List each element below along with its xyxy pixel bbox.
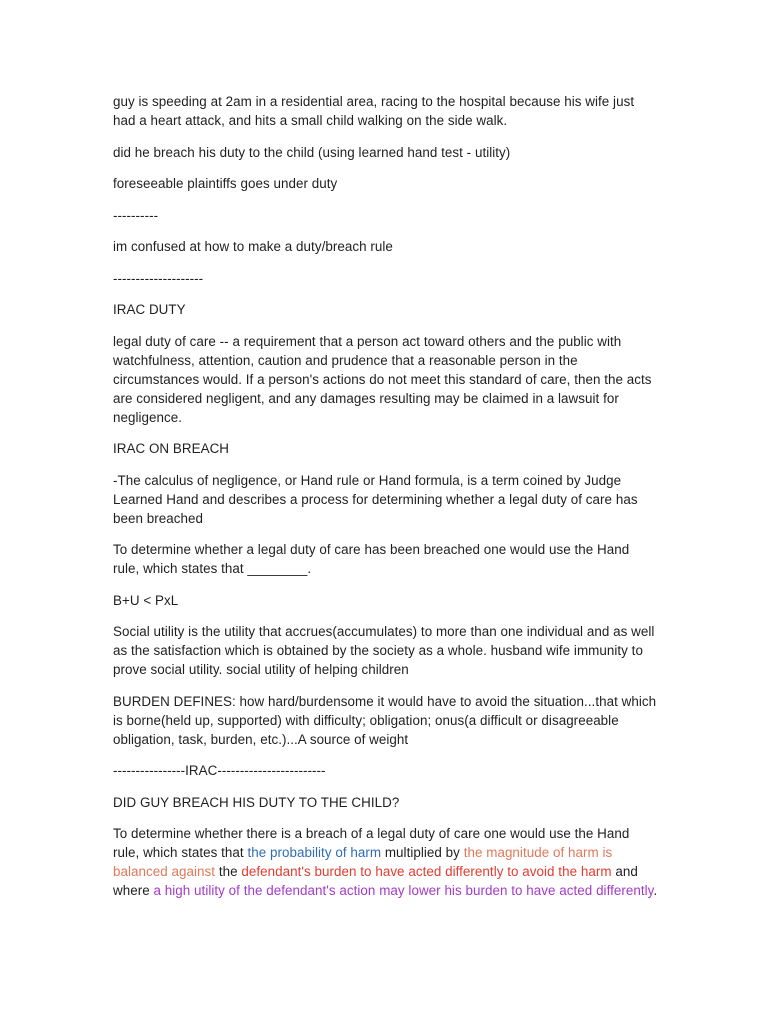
rule-probability-highlight: the probability of harm	[247, 845, 382, 860]
paragraph-confused: im confused at how to make a duty/breach rule	[113, 239, 393, 254]
paragraph-calculus: -The calculus of negligence, or Hand rule or Hand formula, is a term coined by Judge Learned Hand and describes a process for determining whether a legal duty of care has been breached	[113, 472, 638, 526]
rule-burden-highlight: defendant's burden to have acted differently to avoid the harm	[241, 864, 612, 879]
heading-irac-breach: IRAC ON BREACH	[113, 441, 230, 456]
formula: B+U < PxL	[113, 592, 179, 608]
paragraph-scenario: guy is speeding at 2am in a residential area, racing to the hospital because his wife just had a heart attack, and hits a small child walking on the side walk.	[113, 94, 635, 128]
rule-utility-highlight: a high utility of the defendant's action may lower his burden to have acted differently	[153, 883, 654, 898]
paragraph-social-utility: Social utility is the utility that accrues(accumulates) to more than one individual and as well as the satisfaction which is obtained by the society as a whole. husband wife immunity to prove social utility. social utility of helping children	[113, 624, 655, 677]
rule-text: To determine whether there is a breach of a legal duty of care one would use the Hand rule, which states that	[113, 826, 630, 860]
paragraph-hand-rule: To determine whether a legal duty of care has been breached one would use the Hand rule, which states that ________.	[113, 542, 630, 576]
rule-magnitude-highlight: the magnitude of harm is balanced against	[113, 845, 613, 879]
rule-text: and where	[113, 864, 638, 898]
paragraph-legal-duty: legal duty of care -- a requirement that a person act toward others and the public with watchfulness, attention, caution and prudence that a reasonable person in the circumstances would. If a person's actions do not meet this standard of care, then the acts are considered negligent, and any damages resulting may be claimed in a lawsuit for negligence.	[113, 333, 652, 425]
heading-irac-duty: IRAC DUTY	[113, 302, 186, 317]
rule-text: the	[215, 864, 242, 879]
paragraph-rule-statement	[113, 824, 658, 900]
rule-text: multiplied by	[381, 845, 464, 860]
heading-breach-question: DID GUY BREACH HIS DUTY TO THE CHILD?	[113, 794, 400, 810]
separator: --------------------	[113, 270, 204, 286]
paragraph-question: did he breach his duty to the child (using learned hand test - utility)	[113, 144, 511, 160]
separator-irac: ----------------IRAC------------------------	[113, 763, 326, 778]
paragraph-foreseeable: foreseeable plaintiffs goes under duty	[113, 176, 338, 191]
separator: ----------	[113, 207, 159, 223]
paragraph-burden: BURDEN DEFINES: how hard/burdensome it would have to avoid the situation...that which is borne(held up, supported) with difficulty; obligation; onus(a difficult or disagreeable obligation, task, burden, etc.)...A source of weight	[113, 693, 657, 747]
rule-text: .	[653, 883, 658, 898]
